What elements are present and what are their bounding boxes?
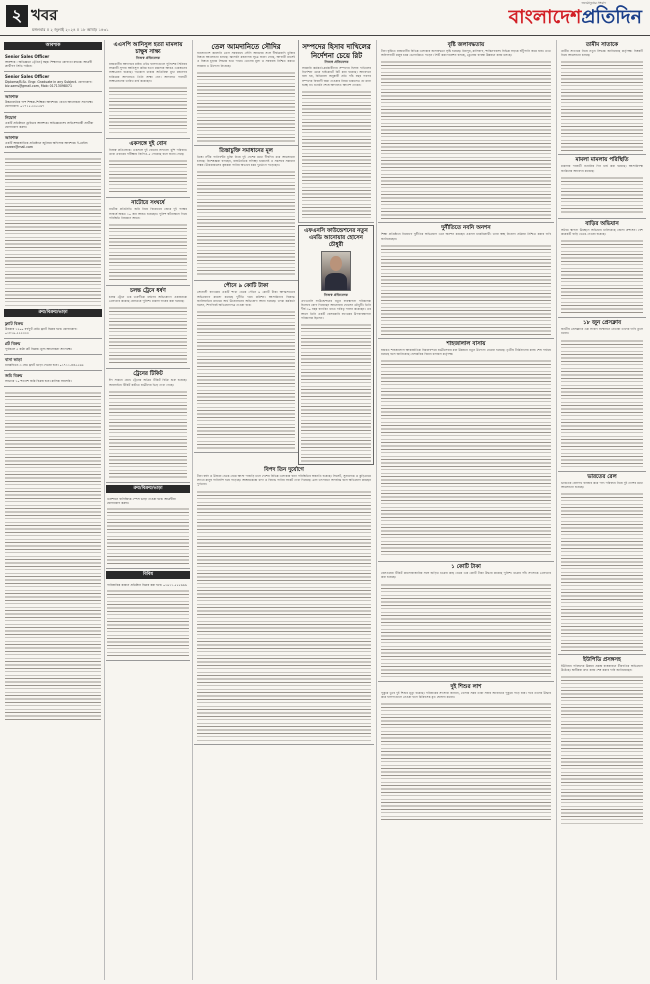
classified-title: বাসা ভাড়া <box>5 357 22 363</box>
story-headline: তিস্তাচুক্তি সমাধানের মূল <box>219 147 273 154</box>
story-headline: চলন্ত ট্রেনে ধর্ষণ <box>130 288 166 295</box>
story-text-block <box>561 175 643 215</box>
news-story[interactable] <box>106 40 190 139</box>
story-body: ইউনিয়ন পরিষদের উন্নয়ন প্রকল্প বাস্তবায়নে ধীরগতির অভিযোগ উঠেছে। স্থানীয়রা দ্রুত কাজ শেষ করার দাবি জানিয়েছেন। <box>561 664 643 673</box>
story-headline: ১ কোটি টাকা <box>451 564 481 571</box>
news-story[interactable] <box>194 465 374 745</box>
news-story[interactable] <box>194 146 298 282</box>
story-body: জাতীয় প্রেসক্লাবে এক সংবাদ সম্মেলনে নেতারা তাদের দাবি তুলে ধরেন। <box>561 327 643 336</box>
news-story[interactable] <box>194 281 298 453</box>
news-story[interactable] <box>194 40 298 146</box>
story-text-block <box>561 674 643 824</box>
news-story[interactable] <box>106 198 190 286</box>
story-body: শিক্ষা প্রতিষ্ঠানে নিয়োগে দুর্নীতির অভিযোগ এনে অনশন করছেন একদল চাকরিপ্রার্থী। তারা স্বচ্ছ নিয়োগ প্রক্রিয়া নিশ্চিত করার দাবি জানিয়েছেন। <box>381 232 551 241</box>
story-headline: পৌনে ৯ কোটি টাকা <box>223 283 269 290</box>
news-story[interactable] <box>558 472 646 655</box>
story-body: ঈদ সামনে রেখে ট্রেনের অগ্রিম টিকিট বিক্রি শুরু হয়েছে। অনলাইনে টিকিট কাটতে যাত্রীদের ভিড় দেখা গেছে। <box>109 378 187 387</box>
news-story[interactable] <box>298 225 374 465</box>
classified-text: পূর্বাচলে ৫ কাঠা প্লট বিক্রয়। মূল্য আলোচনা সাপেক্ষে। <box>5 347 72 352</box>
story-body: নাটোর প্রতিনিধি: জমি নিয়ে বিরোধের জেরে দুই পক্ষের সংঘর্ষে অন্তত ১০ জন আহত হয়েছেন। পুলিশ ঘটনাস্থলে গিয়ে পরিস্থিতি নিয়ন্ত্রণে আনে। <box>109 207 187 220</box>
masthead <box>0 0 650 36</box>
story-headline: তামীম সাতাকে <box>585 42 619 48</box>
classified-item[interactable] <box>4 92 102 112</box>
story-text-block <box>109 222 187 282</box>
news-story[interactable] <box>298 40 374 223</box>
story-text-block <box>302 89 371 219</box>
classified-title: প্লট বিক্রয় <box>5 341 21 347</box>
story-headline: সম্পদের হিসাব দাখিলের নির্দেশনা চেয়ে রিট <box>302 42 371 60</box>
story-body: মামলার পরবর্তী শুনানির দিন ধার্য করা হয়েছে। আসামিপক্ষ জামিনের আবেদন করেছে। <box>561 164 643 173</box>
news-story[interactable] <box>378 562 554 681</box>
classified-text: Diploma/B.Sc. Engr. Graduate in any Subject. যোগাযোগ: biz.sams@gmail.com, Mob: 01713098071 <box>5 80 93 89</box>
story-body: সরকারি কর্মকর্তা-কর্মচারীদের সম্পদের হিসাব দাখিলের নির্দেশনা চেয়ে হাইকোর্টে রিট করা হয়েছে। আবেদনে বলা হয়, বিধিমালা অনুযায়ী প্রতি পাঁচ বছর পরপর সম্পদের বিবরণী জমা দেওয়ার নিয়ম থাকলেও তা মানা হচ্ছে না। শুনানি শেষে আদালত আদেশ দেবেন। <box>302 66 371 87</box>
story-headline: তেল আমদানিতে সৌদির <box>211 42 281 51</box>
news-story[interactable] <box>106 139 190 198</box>
story-text-block <box>197 489 371 741</box>
news-story[interactable] <box>106 286 190 369</box>
column-divider <box>104 40 105 980</box>
classified-column <box>4 40 102 723</box>
logo-part-1: বাংলাদেশ <box>508 6 582 28</box>
right-news-column <box>378 40 554 824</box>
classified-title: Senior Sales Officer <box>5 54 50 59</box>
story-headline: মামলা মামলায় পরিস্থিতি <box>575 157 629 164</box>
portrait-photo <box>321 251 351 291</box>
story-headline: বিপদ তিন দুর্যোগে <box>264 467 304 474</box>
classified-item[interactable] <box>106 581 190 661</box>
story-body: তামীম সাতাকে নিয়ে নতুন সিদ্ধান্ত জানিয়েছে কর্তৃপক্ষ। বিষয়টি নিয়ে আলোচনা চলছে। <box>561 49 643 58</box>
story-body: হজরত শাহজালাল আন্তর্জাতিক বিমানবন্দরে যাত্রীসেবার মান উন্নয়নে নতুন উদ্যোগ নেওয়া হয়েছে। তৃতীয় টার্মিনালের কাজ শেষ পর্যায়ে রয়েছে বলে জানিয়েছে বেসামরিক বিমান চলাচল কর্তৃপক্ষ। <box>381 347 551 357</box>
story-headline: বৃষ্টি জলাবদ্ধতায় <box>447 42 485 48</box>
classified-item[interactable] <box>4 52 102 72</box>
classified-title: নিয়োগ <box>5 114 17 120</box>
story-text-block <box>109 389 187 479</box>
section-head-misc: বিবিধ <box>106 571 190 579</box>
story-body: এফএনসি ফাউন্ডেশনের নতুন ব্যবস্থাপনা পরিচালক হিসেবে যোগ দিয়েছেন আনোয়ার হোসেন চৌধুরী। তিনি দীর্ঘ ৩০ বছর ব্যাংকিং খাতে দায়িত্ব পালন করেছেন। এর আগে তিনি একটি বেসরকারি ব্যাংকের উপব্যবস্থাপনা পরিচালক ছিলেন। <box>301 299 371 320</box>
news-story[interactable] <box>558 155 646 218</box>
story-headline: ট্রেনের টিকিট <box>133 371 163 378</box>
story-headline: এএসপি আনিসুল হত্যা মামলায় চাক্ষুষ সাক্ষ্য <box>113 42 183 55</box>
classified-item[interactable] <box>4 339 102 355</box>
news-story[interactable] <box>558 40 646 155</box>
page-number: ২ <box>6 5 28 27</box>
classified-item[interactable] <box>106 495 190 569</box>
story-byline: নিজস্ব প্রতিবেদক <box>135 56 161 60</box>
classified-item[interactable] <box>4 371 102 387</box>
story-text-block <box>561 238 643 314</box>
story-headline: ১৮ জুন প্রেসক্লাব <box>582 320 622 327</box>
story-text-block <box>561 491 643 651</box>
story-byline: নিজস্ব প্রতিবেদক <box>324 60 349 64</box>
story-text-block <box>109 158 187 194</box>
classified-item[interactable] <box>4 319 102 339</box>
section-head-sale: ক্রয়/বিক্রয়/ভাড়া <box>4 309 102 317</box>
classified-title: Senior Sales Officer <box>5 74 50 80</box>
section-head-sale: ক্রয়/বিক্রয়/ভাড়া <box>106 485 190 493</box>
classified-text: একটি প্রতিষ্ঠানে ড্রাইভার আবশ্যক। অভিজ্ঞতাসহ লাইসেন্সধারী প্রার্থীরা যোগাযোগ করুন। <box>5 120 94 129</box>
story-headline: ইউপিডি প্রসঙ্গসহ <box>583 657 621 664</box>
classified-text: উচ্চমাধ্যমিক পাশ শিক্ষক-শিক্ষিকা আবশ্যক। বেতন আলোচনা সাপেক্ষে। যোগাযোগ: ০১৭১৫-৩৩৫৫৬৭ <box>5 100 93 109</box>
portrait-face <box>330 256 341 271</box>
classified-text: উত্তরায় ১২০০ বর্গফুট রেডি ফ্ল্যাট বিক্রয় হবে। যোগাযোগ: ০১৮১৯-২২২৩৩৩ <box>5 326 78 336</box>
classified-text-block <box>5 390 101 720</box>
section-head-jobs: আবশ্যক <box>4 42 102 50</box>
news-story[interactable] <box>378 40 554 223</box>
story-text-block <box>197 169 295 277</box>
story-text-block <box>381 59 551 219</box>
news-story[interactable] <box>558 219 646 318</box>
story-body: পুকুরে ডুবে দুই শিশুর মৃত্যু হয়েছে। পরিবারের সদস্যরা জানান, খেলার সময় তারা সবার অগোচরে পুকুরে পড়ে যায়। পরে তাদের উদ্ধার করে হাসপাতালে নেওয়া হলে চিকিৎসক মৃত ঘোষণা করেন। <box>381 690 551 699</box>
classified-text: গুলশানে বাণিজ্যিক স্পেস ভাড়া দেওয়া হবে। আগ্রহীরা যোগাযোগ করুন। <box>107 496 176 505</box>
classified-text-block <box>5 156 101 306</box>
story-text-block <box>381 243 551 335</box>
story-body: টানা বৃষ্টিতে রাজধানীর বিভিন্ন এলাকায় জলাবদ্ধতা সৃষ্টি হয়েছে। মিরপুর, মালিবাগ, শান্তিনগরসহ বিভিন্ন সড়কে হাঁটুপানি জমে যায়। এতে অফিসগামী মানুষ চরম ভোগান্তিতে পড়েন। সিটি করপোরেশন বলছে, ড্রেনেজ ব্যবস্থা উন্নয়নে কাজ চলছে। <box>381 49 551 58</box>
classified-title: জমি বিক্রয় <box>5 373 23 379</box>
story-body: ভারতের রেলপথ ব্যবহার করে পণ্য পরিবহন নিয়ে দুই দেশের মধ্যে আলোচনা হয়েছে। <box>561 480 643 489</box>
story-headline: ভারতের রেল <box>587 473 617 480</box>
classified-title: আবশ্যক <box>5 134 19 140</box>
story-headline: এফএনসি ফাউন্ডেশনের নতুন এমডি আনোয়ার হোসেন চৌধুরী <box>304 228 368 249</box>
classified-text-block <box>107 506 189 566</box>
column-divider <box>376 40 377 980</box>
story-text-block <box>381 358 551 558</box>
story-headline: একসঙ্গে দুই বোন <box>129 141 167 148</box>
classified-text: একটি আন্তর্জাতিক প্রতিষ্ঠানে জুনিয়র অফিসার আবশ্যক। ই-মেইল: career@mail.com <box>5 140 89 149</box>
story-headline: দুর্নীতিতে নবনি অনশন <box>441 225 491 232</box>
classified-text: ধানমন্ডিতে ৩ বেড ফ্ল্যাট ভাড়া দেওয়া হবে। ০১৭১১-৪৪৫৫৬৬ <box>5 363 84 368</box>
news-story[interactable] <box>378 223 554 338</box>
story-text-block <box>197 309 295 449</box>
news-story[interactable] <box>106 369 190 482</box>
classified-text: পারিবারিক কারণে প্রতিষ্ঠান বিক্রয় করা হবে। ০১৯১১-৫৫৫৬৬৬ <box>107 583 188 588</box>
classified-text-block <box>107 588 189 658</box>
classified-item[interactable] <box>4 355 102 371</box>
classified-item[interactable] <box>4 113 102 133</box>
story-body: সোনালী ব্যাংকের একটি শাখা থেকে পৌনে ৯ কোটি টাকা আত্মসাতের অভিযোগে মামলা করেছে দুর্নীতি দমন কমিশন। আসামিদের বিরুদ্ধে জালিয়াতির মাধ্যমে অর্থ উত্তোলনের অভিযোগ আনা হয়েছে। তদন্ত কর্মকর্তা বলেন, শিগগিরই অভিযোগপত্র দেওয়া হবে। <box>197 290 295 308</box>
story-body: বাংলাদেশে জ্বালানি তেল সরবরাহে সৌদি আরবের সঙ্গে দীর্ঘমেয়াদি চুক্তির বিষয়ে আলোচনা চলছে। জ্বালানি মন্ত্রণালয় সূত্রে জানা গেছে, আগামী মাসেই এ বিষয়ে চূড়ান্ত সিদ্ধান্ত হতে পারে। তেলের মূল্য ও সরবরাহ নিশ্চিত করতে সরকার এ উদ্যোগ নিয়েছে। <box>197 51 295 68</box>
date-line: মঙ্গলবার ॥ ২ জুলাই ২০২৪ ॥ ১৮ আষাঢ় ১৪৩১ <box>32 27 109 32</box>
page-section-label: খবর <box>31 6 58 24</box>
classified-item[interactable] <box>4 133 102 153</box>
news-story[interactable] <box>378 682 554 824</box>
story-body: রেলওয়ের টিকিট কালোবাজারির সঙ্গে জড়িত চক্রের কাছ থেকে এক কোটি টাকা উদ্ধার করেছে পুলিশ। চক্রের পাঁচ সদস্যকে গ্রেফতার করা হয়েছে। <box>381 571 551 580</box>
news-story[interactable] <box>558 318 646 471</box>
story-headline: শাহজালাল বাসায় <box>446 340 486 347</box>
story-text-block <box>109 305 187 365</box>
story-body: অবৈধ স্থাপনা উচ্ছেদে অভিযান চালিয়েছে জেলা প্রশাসন। বেশ কয়েকটি বাড়ি ভেঙে দেওয়া হয়েছে। <box>561 227 643 237</box>
left-news-column <box>106 40 190 661</box>
story-text-block <box>301 322 371 462</box>
story-body: চলন্ত ট্রেনে এক তরুণীকে ধর্ষণের অভিযোগে একজনকে গ্রেফতার করেছে রেলওয়ে পুলিশ। মামলা দায়ের করা হয়েছে। <box>109 295 187 304</box>
tagline: জনমানুষের সংবাদ <box>581 1 606 5</box>
classified-item[interactable] <box>4 72 102 92</box>
far-right-column <box>558 40 646 827</box>
story-text-block <box>561 338 643 468</box>
story-text-block <box>109 85 187 135</box>
story-headline: বাড়ির অভিযান <box>585 220 619 227</box>
newspaper-logo[interactable] <box>509 6 642 28</box>
portrait-suit <box>325 273 346 290</box>
classified-text: আবশ্যক : অভিজ্ঞতা ৩(তিন) বছর। শিক্ষাগত যোগ্যতা স্নাতক। আগ্রহী প্রার্থীগণ সিভি পাঠান। <box>5 60 93 69</box>
story-text-block <box>197 70 295 142</box>
story-text-block <box>561 59 643 151</box>
story-text-block <box>381 582 551 678</box>
classified-title: ফ্ল্যাট বিক্রয় <box>5 320 24 326</box>
story-headline: নাটোরে সংঘর্ষে <box>131 200 165 207</box>
story-text-block <box>381 701 551 821</box>
logo-part-2: প্রতিদিন <box>581 6 642 28</box>
story-body: নিজস্ব প্রতিবেদক: একসঙ্গে দুই বোনের সাফল্যে খুশি পরিবার। তারা এবারের পরীক্ষায় জিপিএ-৫ পেয়েছে বলে জানা গেছে। <box>109 148 187 157</box>
center-column <box>194 40 374 745</box>
news-story[interactable] <box>558 655 646 827</box>
story-byline: নিজস্ব প্রতিবেদক <box>323 293 349 298</box>
column-divider <box>192 40 193 980</box>
story-body: তিস্তা নদীর পানিবণ্টন চুক্তি নিয়ে দুই দেশের মধ্যে দীর্ঘদিন ধরে আলোচনা চলছে। বিশেষজ্ঞরা বলছেন, রাজনৈতিক সদিচ্ছা থাকলেই এ সমস্যার সমাধান সম্ভব। উত্তরাঞ্চলের কৃষকরা পানির অভাবে চরম দুর্ভোগে পড়েছেন। <box>197 154 295 168</box>
classified-title: আবশ্যক <box>5 94 19 100</box>
news-story[interactable] <box>378 339 554 562</box>
story-headline: দুই শিশুর লাশ <box>450 683 482 690</box>
story-body: রাজধানীর আদাবরে মাইন্ড এইড হাসপাতালে পুলিশের সিনিয়র সহকারী সুপার আনিসুল করিম হত্যা মামলায় আরও একজনের সাক্ষ্যগ্রহণ হয়েছে। গতকাল ঢাকার অতিরিক্ত মুখ্য মহানগর হাকিমের আদালতে তিনি সাক্ষ্য দেন। আদালত পরবর্তী সাক্ষ্যগ্রহণের তারিখ ধার্য করেছেন। <box>109 62 187 83</box>
column-divider <box>556 40 557 980</box>
classified-text: সাভারে ১০ শতাংশ জমি বিক্রয় হবে। মালিক সরাসরি। <box>5 379 72 384</box>
story-body: টানা বর্ষণ ও উজান থেকে নেমে আসা পাহাড়ি ঢলে দেশের বিভিন্ন এলাকায় বন্যা পরিস্থিতির অবনতি হয়েছে। সিলেট, সুনামগঞ্জ ও কুড়িগ্রামে লাখো মানুষ পানিবন্দি হয়ে পড়েছে। আশ্রয়কেন্দ্রে খাদ্য ও বিশুদ্ধ পানির সংকট দেখা দিয়েছে। ত্রাণ তৎপরতা অপর্যাপ্ত বলে অভিযোগ করছেন দুর্গতরা। <box>197 474 371 487</box>
